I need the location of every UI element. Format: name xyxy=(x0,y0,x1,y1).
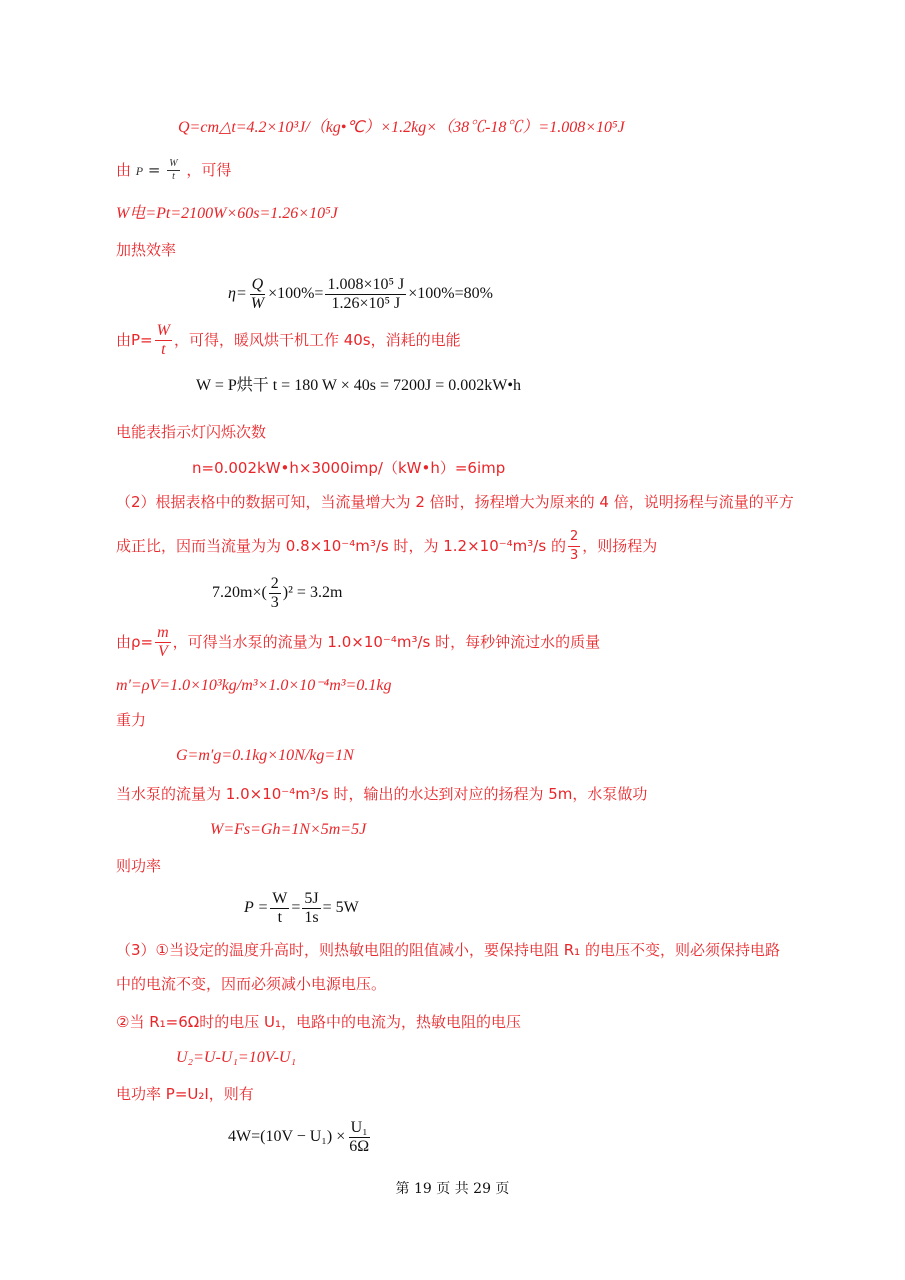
page-footer: 第 19 页 共 29 页 xyxy=(395,1181,510,1197)
electric-work-formula: W电=Pt=2100W×60s=1.26×10⁵J xyxy=(116,205,338,222)
power-formula xyxy=(244,886,359,930)
numerator: 2 xyxy=(568,528,580,547)
fraction-w-over-t xyxy=(270,890,289,927)
electric-power-intro: 电功率 P=U₂I，则有 xyxy=(116,1085,254,1103)
fraction-two-thirds xyxy=(568,528,580,565)
gravity-formula: G=m′g=0.1kg×10N/kg=1N xyxy=(176,747,354,764)
numerator: Q xyxy=(251,275,264,293)
text: 成正比，因而当流量为为 0.8×10⁻⁴m³/s 时，为 1.2×10⁻⁴m³/s 的 xyxy=(116,537,566,555)
denominator: 3 xyxy=(270,593,279,611)
text: 由P= xyxy=(116,331,153,349)
fraction-two-thirds xyxy=(269,575,281,612)
text: ，则扬程为 xyxy=(582,537,658,555)
numerator: W xyxy=(169,158,178,169)
denominator: t xyxy=(161,340,166,358)
mass-formula: m′=ρV=1.0×10³kg/m³×1.0×10⁻⁴m³=0.1kg xyxy=(116,677,392,694)
denominator: 3 xyxy=(569,547,579,563)
numerator: 2 xyxy=(270,574,279,592)
fraction-5j-over-1s xyxy=(302,890,320,927)
heating-efficiency-label: 加热效率 xyxy=(116,241,177,259)
pump-work-formula: W=Fs=Gh=1N×5m=5J xyxy=(210,821,367,838)
part3-paragraph-line1: （3）①当设定的温度升高时，则热敏电阻的阻值减小，要保持电阻 R₁ 的电压不变，则必须保持电路 xyxy=(116,941,780,959)
text: 由ρ= xyxy=(116,633,154,651)
numerator: 1.008×10⁵ J xyxy=(327,275,405,293)
pump-work-intro: 当水泵的流量为 1.0×10⁻⁴m³/s 时，输出的水达到对应的扬程为 5m，水泵做功 xyxy=(116,785,648,803)
efficiency-formula xyxy=(228,272,493,316)
numerator: W xyxy=(272,889,288,907)
fraction-m-over-v xyxy=(155,624,171,661)
text: ×100%= xyxy=(268,285,324,302)
text: P = xyxy=(244,899,269,916)
gravity-label: 重力 xyxy=(116,711,147,729)
text: 7.20m×( xyxy=(212,584,267,601)
text: 4W=(10V − U₁) × xyxy=(228,1128,346,1145)
thermistor-voltage-formula: U₂=U-U₁=10V-U₁ xyxy=(176,1049,297,1066)
denominator: 1.26×10⁵ J xyxy=(331,294,401,312)
numerator: W xyxy=(156,321,170,339)
text: ，可得 xyxy=(186,161,232,179)
lift-height-formula xyxy=(212,572,342,614)
text: 由 xyxy=(116,161,132,179)
text: ×100%=80% xyxy=(408,285,493,302)
numerator: U₁ xyxy=(350,1118,368,1136)
denominator: W xyxy=(250,294,265,312)
numerator: 5J xyxy=(304,889,319,907)
denominator: 6Ω xyxy=(349,1137,370,1155)
density-intro xyxy=(116,622,600,662)
fraction-values xyxy=(325,276,406,313)
equals: = xyxy=(291,899,301,916)
denominator: V xyxy=(157,642,168,660)
denominator: t xyxy=(172,171,175,182)
power-definition-line xyxy=(116,158,231,183)
text: = 5W xyxy=(322,899,359,916)
text: ，可得，暖风烘干机工作 40s，消耗的电能 xyxy=(173,331,461,349)
denominator: t xyxy=(277,908,283,926)
power-equation xyxy=(228,1114,373,1160)
energy-consumed-intro xyxy=(116,320,461,360)
fraction-q-over-w xyxy=(249,276,266,313)
text: )² = 3.2m xyxy=(282,584,343,601)
part3-paragraph-line2: 中的电流不变，因而必须减小电源电压。 xyxy=(116,975,387,993)
equals: = xyxy=(147,161,161,179)
eta-symbol: η= xyxy=(228,285,247,302)
denominator: 1s xyxy=(304,908,319,926)
part3-sub2-intro: ②当 R₁=6Ω时的电压 U₁，电路中的电流为，热敏电阻的电压 xyxy=(116,1013,521,1031)
power-label: 则功率 xyxy=(116,857,162,875)
fraction-w-over-t xyxy=(155,322,172,359)
meter-flash-label: 电能表指示灯闪烁次数 xyxy=(116,423,267,441)
text: ，可得当水泵的流量为 1.0×10⁻⁴m³/s 时，每秒钟流过水的质量 xyxy=(172,633,601,651)
heat-absorbed-formula: Q=cm△t=4.2×10³J/（kg•℃）×1.2kg×（38℃-18℃）=1.008×10⁵J xyxy=(178,119,625,136)
numerator: m xyxy=(157,623,169,641)
symbol-p: P xyxy=(135,164,144,178)
fraction-w-over-t xyxy=(167,158,179,183)
part2-paragraph-line1: （2）根据表格中的数据可知，当流量增大为 2 倍时，扬程增大为原来的 4 倍，说明扬程与流量的平方 xyxy=(116,493,794,511)
energy-consumed-formula: W = P烘干 t = 180 W × 40s = 7200J = 0.002kW•h xyxy=(196,377,521,394)
fraction-u1-over-6ohm xyxy=(347,1119,371,1156)
meter-flash-formula: n=0.002kW•h×3000imp/（kW•h）=6imp xyxy=(192,459,506,477)
part2-paragraph-line2 xyxy=(116,526,657,566)
